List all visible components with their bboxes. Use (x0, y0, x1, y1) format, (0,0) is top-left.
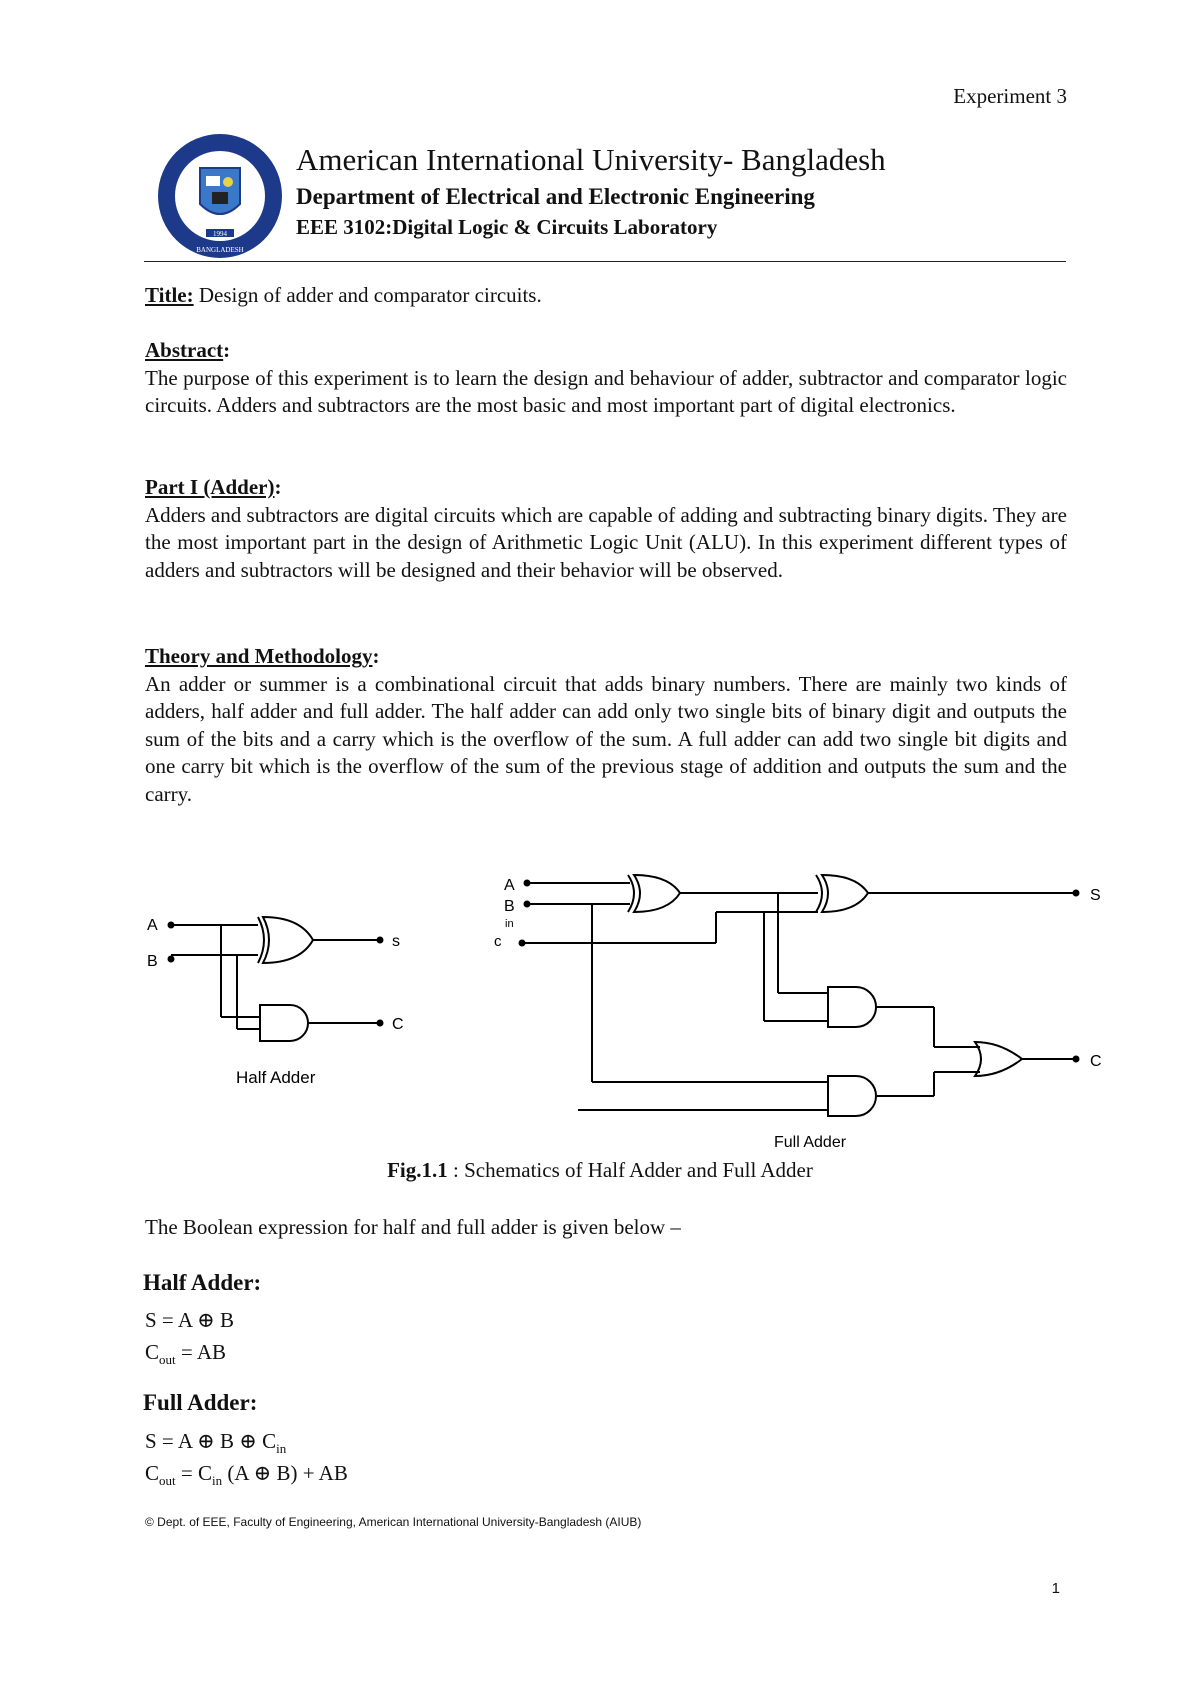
part1-text: Adders and subtractors are digital circuits which are capable of adding and subtracting binary digits. They are the most important part in the design of Arithmetic Logic Unit (ALU). In this experiment different types of adders and subtractors will be designed and their behavior will be observed. (145, 502, 1067, 582)
ha-label-a: A (147, 917, 158, 934)
part1-colon: : (274, 475, 282, 499)
full-adder-circuit (494, 875, 1102, 1151)
boolean-intro: The Boolean expression for half and full adder is given below – (145, 1215, 681, 1239)
figure-caption (0, 1158, 1200, 1183)
fa-sum-lhs: S = A ⊕ B ⊕ C (145, 1429, 277, 1453)
fa-cout-subscript: out (159, 1473, 176, 1489)
full-adder-heading: Full Adder: (143, 1390, 258, 1415)
fa-or-gate (975, 1042, 1022, 1076)
seal-country: BANGLADESH (196, 246, 244, 254)
full-adder-sum-eq (145, 1429, 286, 1457)
ha-label-c: C (392, 1016, 404, 1033)
fa-and2-gate (828, 1076, 876, 1116)
fa-label-cout: C (1090, 1053, 1102, 1070)
university-name: American International University- Bangladesh (296, 142, 886, 177)
theory-text: An adder or summer is a combinational circuit that adds binary numbers. There are mainly two kinds of adders, half adder and full adder. The half adder can add only two single bits of binary digit and outputs the sum of the bits and a carry which is the overflow of the sum. A full adder can add two single bit digits and one carry bit which is the overflow of the sum of the previous stage of addition and outputs the sum and the carry. (145, 671, 1067, 806)
fa-xor2-gate (822, 875, 868, 912)
title-text: Design of adder and comparator circuits. (193, 283, 542, 307)
fa-label-b: B (504, 898, 515, 915)
fa-cout-mid-subscript: in (212, 1473, 223, 1489)
part1-section (145, 474, 1067, 584)
half-adder-carry-eq (145, 1340, 226, 1368)
experiment-label: Experiment 3 (953, 84, 1067, 108)
title-line (145, 282, 1067, 310)
fa-label-in: in (505, 918, 514, 930)
fa-label-c: c (494, 933, 502, 950)
ha-label-b: B (147, 953, 158, 970)
half-adder-heading: Half Adder: (143, 1270, 262, 1295)
full-adder-carry-eq (145, 1461, 348, 1489)
fa-label-s: S (1090, 887, 1101, 904)
ha-cout-rhs: = AB (175, 1340, 226, 1364)
fa-caption: Full Adder (774, 1134, 847, 1151)
ha-caption: Half Adder (236, 1068, 316, 1087)
university-seal-logo (156, 132, 284, 260)
theory-heading: Theory and Methodology (145, 644, 373, 668)
ha-cout-subscript: out (159, 1352, 176, 1368)
half-adder-sum-eq: S = A ⊕ B (145, 1308, 234, 1332)
part1-heading: Part I (Adder) (145, 475, 275, 499)
department-name: Department of Electrical and Electronic Engineering (296, 184, 815, 209)
adder-schematic-figure (140, 860, 1100, 1160)
abstract-colon: : (223, 338, 231, 362)
abstract-heading: Abstract (145, 338, 224, 362)
ha-and-gate (260, 1005, 308, 1041)
half-adder-circuit (147, 917, 404, 1087)
fa-label-a: A (504, 877, 515, 894)
theory-section (145, 643, 1067, 808)
theory-colon: : (372, 644, 380, 668)
header-divider (144, 261, 1066, 262)
figure-caption-text: : Schematics of Half Adder and Full Adder (447, 1158, 813, 1182)
fa-sum-subscript: in (276, 1441, 287, 1457)
ha-label-s: s (392, 933, 400, 950)
fa-cout-symbol: C (145, 1461, 160, 1485)
copyright-footer: © Dept. of EEE, Faculty of Engineering, American International University-Bangladesh (AIUB) (145, 1515, 642, 1529)
fa-and1-gate (828, 987, 876, 1027)
fa-xor1-gate (634, 875, 680, 912)
page-number: 1 (1051, 1580, 1060, 1597)
abstract-section (145, 337, 1067, 420)
ha-xor-back-curve (258, 917, 264, 963)
ha-cout-symbol: C (145, 1340, 160, 1364)
figure-caption-label: Fig.1.1 (387, 1158, 448, 1182)
seal-year: 1994 (213, 230, 227, 238)
abstract-text: The purpose of this experiment is to learn the design and behaviour of adder, subtractor and comparator logic circuits. Adders and subtractors are the most basic and most important part of digital electronics. (145, 365, 1067, 417)
course-title: EEE 3102:Digital Logic & Circuits Laboratory (296, 215, 718, 239)
ha-xor-gate (263, 917, 313, 963)
fa-cout-mid: = C (175, 1461, 212, 1485)
fa-cout-rhs: (A ⊕ B) + AB (222, 1461, 348, 1485)
title-label: Title: (145, 283, 194, 307)
